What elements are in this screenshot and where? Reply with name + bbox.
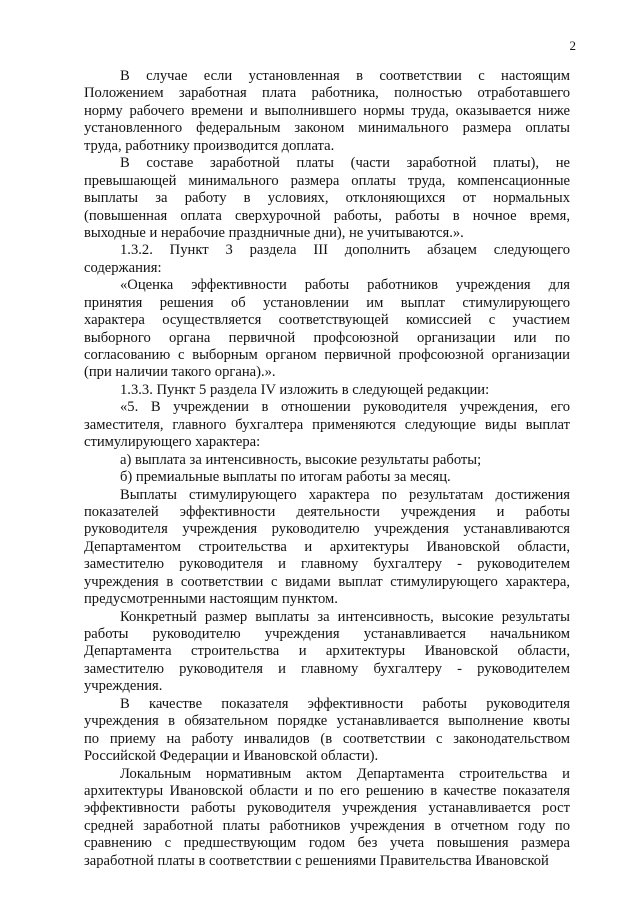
text-line: В случае если установленная в соответствии с настоящим xyxy=(120,68,570,84)
text-line: Департамента строительства и архитектуры Ивановской области, xyxy=(84,643,570,660)
text-line: по приему на работу инвалидов (в соответствии с законодательством xyxy=(84,730,570,747)
paragraph xyxy=(84,487,570,609)
text-line: Департаментом строительства и архитектуры Ивановской области, xyxy=(84,538,570,555)
text-line: 1.3.2. Пункт 3 раздела III дополнить абзацем следующего xyxy=(120,242,570,259)
text-line: б) премиальные выплаты по итогам работы за месяц. xyxy=(120,469,451,486)
text-line: Положением заработная плата работника, полностью отработавшего xyxy=(84,85,570,102)
text-line: учреждения. xyxy=(84,678,163,695)
text-line: заместителя, главного бухгалтера применяются следующие виды выплат xyxy=(84,416,570,433)
text-line: труда, работнику производится доплата. xyxy=(84,137,335,154)
paragraph xyxy=(84,242,570,277)
paragraph xyxy=(84,155,570,242)
text-line: заместителю руководителя и главному бухгалтеру - руководителем xyxy=(84,556,570,573)
text-line: выборного органа первичной профсоюзной организации или по xyxy=(84,329,570,346)
text-line: учреждения в обязательном порядке устанавливается выполнение квоты xyxy=(84,713,570,730)
paragraph xyxy=(84,766,570,871)
text-line: работы руководителю учреждения устанавливается начальником xyxy=(84,626,570,642)
page-number: 2 xyxy=(569,38,576,53)
text-line: «Оценка эффективности работы работников учреждения для xyxy=(120,277,570,294)
paragraph xyxy=(84,469,570,486)
paragraph xyxy=(84,696,570,766)
text-line: архитектуры Ивановской области и по его решению в качестве показателя xyxy=(84,782,570,799)
paragraph xyxy=(84,399,570,451)
text-line: «5. В учреждении в отношении руководителя учреждения, его xyxy=(120,399,570,416)
text-line: Российской Федерации и Ивановской области). xyxy=(84,748,379,765)
text-line: стимулирующего характера: xyxy=(84,434,261,451)
text-line: заработной платы в соответствии с решениями Правительства Ивановской xyxy=(84,852,549,869)
text-line: установленного федеральным законом минимального размера оплаты xyxy=(84,120,570,137)
paragraph xyxy=(84,609,570,696)
text-line: Выплаты стимулирующего характера по результатам достижения xyxy=(120,486,570,503)
text-line: содержания: xyxy=(84,259,162,276)
text-line: характера осуществляется соответствующей комиссией с участием xyxy=(84,312,570,329)
document-body xyxy=(84,68,570,870)
text-line: согласованию с выборным органом первичной профсоюзной организации xyxy=(84,347,570,363)
text-line: 1.3.3. Пункт 5 раздела IV изложить в следующей редакции: xyxy=(120,381,490,398)
text-line: руководителя учреждения руководителю учреждения устанавливаются xyxy=(84,521,570,538)
text-line: принятия решения об установлении им выплат стимулирующего xyxy=(84,294,570,311)
text-line: Локальным нормативным актом Департамента строительства и xyxy=(120,765,570,782)
text-line: норму рабочего времени и выполнившего нормы труда, оказывается ниже xyxy=(84,102,570,119)
text-line: В составе заработной платы (части заработной платы), не xyxy=(120,155,570,172)
text-line: а) выплата за интенсивность, высокие результаты работы; xyxy=(120,451,482,468)
text-line: средней заработной платы работников учреждения в отчетном году по xyxy=(84,817,570,834)
text-line: выходные и нерабочие праздничные дни), не учитываются.». xyxy=(84,224,464,241)
text-line: предусмотренными настоящим пунктом. xyxy=(84,591,338,608)
paragraph xyxy=(84,68,570,155)
text-line: учреждения в соответствии с видами выплат стимулирующего характера, xyxy=(84,573,570,590)
text-line: показателей эффективности деятельности учреждения и работы xyxy=(84,503,570,520)
paragraph xyxy=(84,277,570,382)
text-line: превышающей минимального размера оплаты труда, компенсационные xyxy=(84,172,570,189)
text-line: (повышенная оплата сверхурочной работы, работы в ночное время, xyxy=(84,207,570,224)
text-line: В качестве показателя эффективности работы руководителя xyxy=(120,695,570,712)
paragraph xyxy=(84,382,570,399)
text-line: Конкретный размер выплаты за интенсивность, высокие результаты xyxy=(120,608,570,625)
text-line: выплаты за работу в условиях, отклоняющихся от нормальных xyxy=(84,190,570,207)
text-line: сравнению с предшествующим годом без учета повышения размера xyxy=(84,835,570,852)
text-line: заместителю руководителя и главному бухгалтеру - руководителем xyxy=(84,660,570,677)
text-line: эффективности работы руководителя учреждения устанавливается рост xyxy=(84,800,570,817)
text-line: (при наличии такого органа).». xyxy=(84,364,276,381)
paragraph xyxy=(84,452,570,469)
